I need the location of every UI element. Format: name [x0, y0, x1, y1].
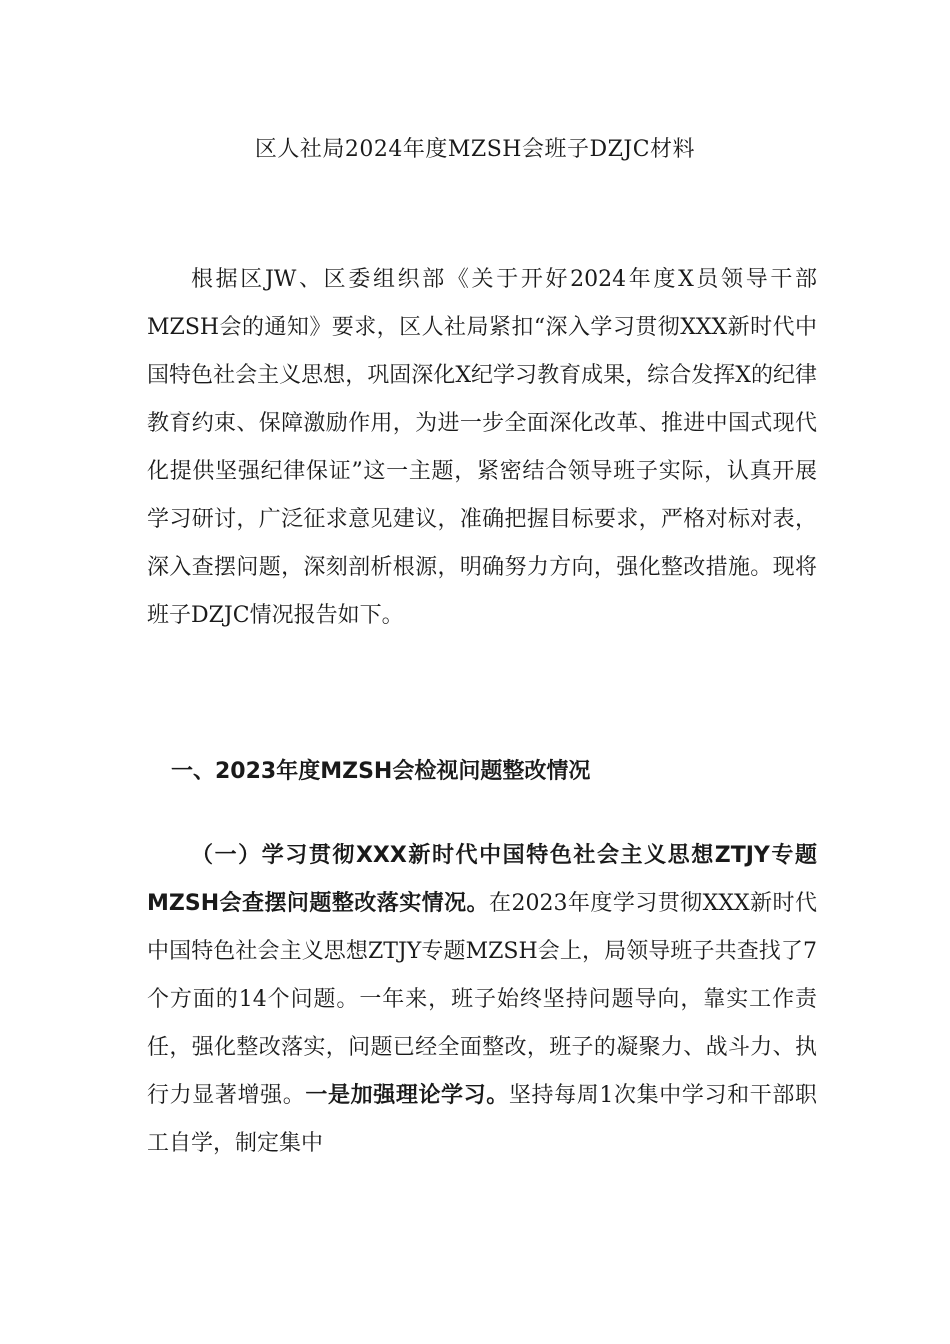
point-text-1: 坚持每周1次集中学习和干部职工自学，制定集中: [147, 1083, 817, 1156]
subsection-heading-1: （一）学习贯彻XXX新时代中国特色社会主义思想ZTJY专题MZSH会查摆问题整改落实情况。: [147, 843, 817, 916]
subsection-text-1: 在2023年度学习贯彻XXX新时代中国特色社会主义思想ZTJY专题MZSH会上，局领导班子共查找了7个方面的14个问题。一年来，班子始终坚持问题导向，靠实工作责任，强化整改落实，问题已经全面整改，班子的凝聚力、战斗力、执行力显著增强。: [147, 891, 817, 1108]
intro-paragraph: 根据区JW、区委组织部《关于开好2024年度X员领导干部MZSH会的通知》要求，区人社局紧扣“深入学习贯彻XXX新时代中国特色社会主义思想，巩固深化X纪学习教育成果，综合发挥X的纪律教育约束、保障激励作用，为进一步全面深化改革、推进中国式现代化提供坚强纪律保证”这一主题，紧密结合领导班子实际，认真开展学习研讨，广泛征求意见建议，准确把握目标要求，严格对标对表，深入查摆问题，深刻剖析根源，明确努力方向，强化整改措施。现将班子DZJC情况报告如下。: [147, 267, 817, 628]
subsection-paragraph-1: [147, 832, 817, 1168]
point-label-1: 一是加强理论学习。: [305, 1083, 509, 1108]
document-title: 区人社局2024年度MZSH会班子DZJC材料: [254, 137, 696, 162]
section-heading-1: 一、2023年度MZSH会检视问题整改情况: [171, 759, 591, 784]
